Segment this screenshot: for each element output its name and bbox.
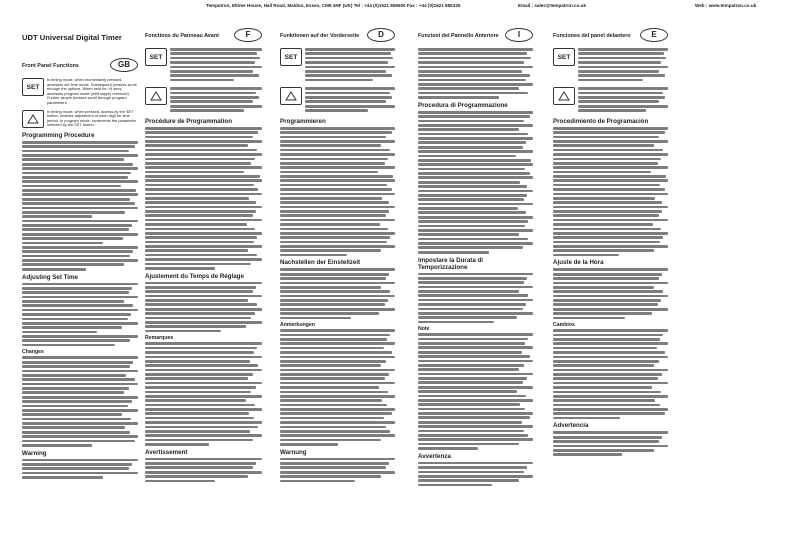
section-title: Front Panel Functions bbox=[22, 63, 79, 69]
email-info: Email : sales@tempatron.co.uk bbox=[518, 3, 587, 8]
text-block bbox=[170, 48, 262, 81]
column-spanish bbox=[553, 28, 668, 538]
text-block bbox=[22, 141, 138, 271]
section-title: Fonctions du Panneau Avant bbox=[145, 33, 219, 39]
text-block bbox=[280, 458, 395, 483]
language-badge: F bbox=[234, 28, 262, 42]
heading-programming: Programmieren bbox=[280, 117, 326, 125]
section-header bbox=[145, 28, 262, 46]
language-badge: D bbox=[367, 28, 395, 42]
text-block bbox=[22, 356, 138, 446]
heading-changes: Anmerkungen bbox=[280, 322, 315, 329]
company-info: Tempatron, Eltime House, Hall Road, Maldon, Essex, CM9 4NF (UK) Tel : +44 (0)1621 859500 Fax : +44 (0)1621 855335 bbox=[206, 3, 461, 8]
set-button-icon: SET bbox=[280, 48, 302, 66]
section-title: Funktionen auf der Vorderseite bbox=[280, 33, 360, 39]
text-block bbox=[145, 342, 262, 445]
text-block bbox=[280, 329, 395, 445]
heading-changes: Remarques bbox=[145, 335, 174, 342]
heading-programming: Programming Procedure bbox=[22, 131, 95, 139]
text-block bbox=[22, 459, 138, 479]
text-block bbox=[553, 329, 668, 419]
heading-changes: Cambios bbox=[553, 322, 575, 329]
heading-adjusting: Ajuste de la Hora bbox=[553, 259, 604, 267]
text-block bbox=[280, 127, 395, 257]
set-button-icon: SET bbox=[553, 48, 575, 66]
heading-warning: Advertencia bbox=[553, 422, 589, 430]
section-title: Funzioni del Pannello Anteriore bbox=[418, 33, 499, 39]
text-block bbox=[553, 127, 668, 257]
set-button-icon: SET bbox=[22, 78, 44, 96]
text-block bbox=[305, 87, 395, 112]
document-title: UDT Universal Digital Timer bbox=[22, 33, 122, 42]
column-italian bbox=[418, 28, 533, 538]
set-button-description bbox=[553, 48, 668, 83]
heading-adjusting: Ajustement du Temps de Réglage bbox=[145, 272, 244, 280]
text-block bbox=[418, 462, 533, 487]
text-block bbox=[305, 48, 395, 81]
heading-adjusting: Impostare la Durata di Temporizzazione bbox=[418, 256, 483, 271]
adjust-button-text: In timing mode, when pressed, access by the SET button, enables adjustment of each digit for time period. In program mode, increments the parameter selected by the SET button. bbox=[47, 108, 137, 128]
text-block bbox=[418, 333, 533, 449]
text-block bbox=[145, 127, 262, 270]
heading-warning: Warning bbox=[22, 449, 47, 457]
web-info: Web : www.tempatron.co.uk bbox=[695, 3, 757, 8]
text-block bbox=[553, 268, 668, 319]
section-header bbox=[22, 58, 138, 76]
column-english bbox=[22, 58, 138, 545]
heading-adjusting: Nachstellen der Einstellzeit bbox=[280, 259, 361, 267]
heading-warning: Avertissement bbox=[145, 448, 188, 456]
text-block bbox=[578, 48, 668, 81]
header-bar bbox=[0, 0, 808, 14]
triangle-icon bbox=[145, 87, 167, 105]
set-button-description bbox=[145, 48, 262, 83]
text-block bbox=[22, 283, 138, 347]
heading-warning: Avvertenza bbox=[418, 452, 451, 460]
heading-programming: Procédure de Programmation bbox=[145, 117, 232, 125]
set-button-description bbox=[22, 78, 138, 106]
text-block bbox=[145, 458, 262, 483]
text-block bbox=[145, 282, 262, 333]
set-button-description bbox=[280, 48, 395, 83]
adjust-button-description bbox=[280, 87, 395, 114]
section-header bbox=[418, 28, 533, 46]
set-button-text: In timing mode, when momentarily pressed, accesses set time mode. Subsequent presses scroll through the options. When held for >5 secs, accesses program mode (with supply removed). Further simple presses scroll through program parameters. bbox=[47, 77, 137, 105]
heading-adjusting: Adjusting Set Time bbox=[22, 273, 78, 281]
heading-notes: Note bbox=[418, 326, 430, 333]
text-block bbox=[418, 48, 533, 99]
heading-programming: Procedimiento de Programación bbox=[553, 117, 649, 125]
adjust-button-description bbox=[553, 87, 668, 114]
triangle-icon bbox=[553, 87, 575, 105]
heading-programming: Procedura di Programmazione bbox=[418, 101, 508, 109]
heading-changes: Changes bbox=[22, 349, 44, 356]
text-block bbox=[280, 268, 395, 319]
section-title: Funciones del panel delantero bbox=[553, 33, 631, 39]
set-button-icon: SET bbox=[145, 48, 167, 66]
language-badge: E bbox=[640, 28, 668, 42]
section-header bbox=[280, 28, 395, 46]
text-block bbox=[553, 431, 668, 456]
language-badge: I bbox=[505, 28, 533, 42]
language-badge: GB bbox=[110, 58, 138, 72]
column-french bbox=[145, 28, 262, 538]
heading-warning: Warnung bbox=[280, 448, 307, 456]
column-german bbox=[280, 28, 395, 538]
text-block bbox=[418, 111, 533, 254]
text-block bbox=[418, 273, 533, 324]
triangle-icon bbox=[280, 87, 302, 105]
text-block bbox=[170, 87, 262, 112]
adjust-button-description bbox=[22, 110, 138, 128]
adjust-button-description bbox=[145, 87, 262, 114]
triangle-icon bbox=[22, 110, 44, 128]
section-header bbox=[553, 28, 668, 46]
text-block bbox=[578, 87, 668, 112]
